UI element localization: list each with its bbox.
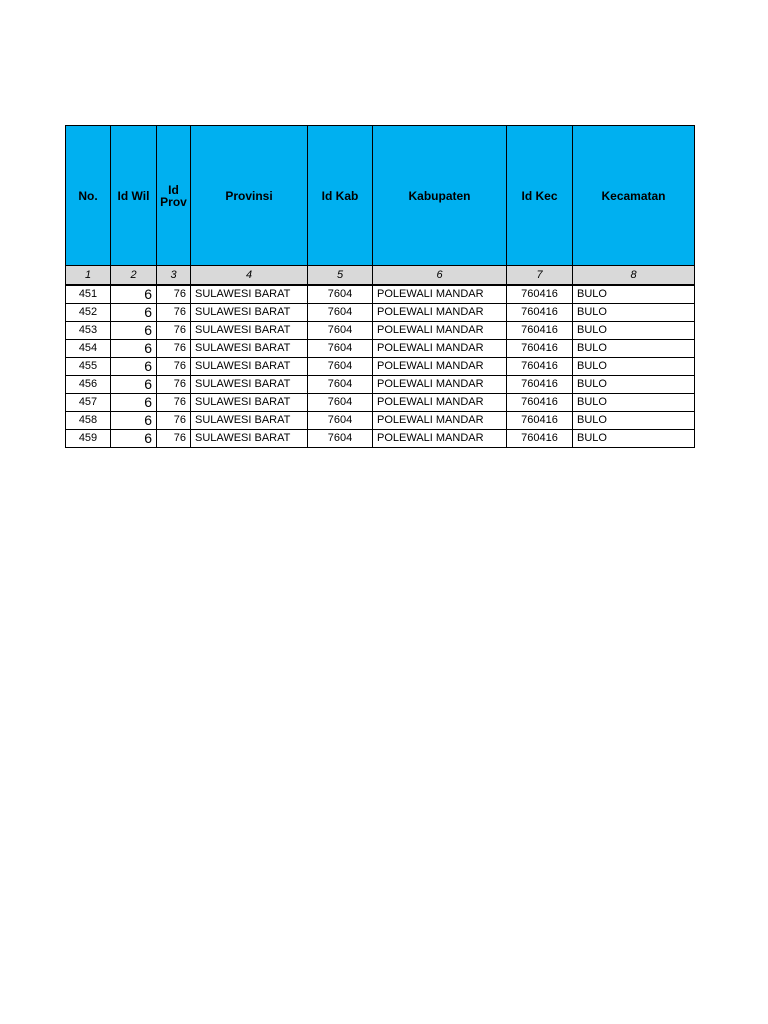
cell-id-kec: 760416	[507, 358, 573, 376]
data-sheet	[65, 125, 694, 448]
header-kecamatan: Kecamatan	[573, 126, 695, 266]
cell-id-wil: 6	[111, 322, 157, 340]
table-row	[66, 376, 695, 394]
cell-id-kab: 7604	[308, 376, 373, 394]
cell-id-kec: 760416	[507, 340, 573, 358]
cell-provinsi: SULAWESI BARAT	[191, 394, 308, 412]
cell-provinsi: SULAWESI BARAT	[191, 304, 308, 322]
cell-id-wil: 6	[111, 340, 157, 358]
header-id-prov: Id Prov	[157, 126, 191, 266]
header-id-kab: Id Kab	[308, 126, 373, 266]
cell-no: 453	[66, 322, 111, 340]
header-id-kec: Id Kec	[507, 126, 573, 266]
cell-provinsi: SULAWESI BARAT	[191, 358, 308, 376]
column-number-row	[66, 266, 695, 286]
header-row	[66, 126, 695, 266]
cell-id-prov: 76	[157, 285, 191, 304]
header-no: No.	[66, 126, 111, 266]
cell-kabupaten: POLEWALI MANDAR	[373, 340, 507, 358]
cell-id-wil: 6	[111, 430, 157, 448]
cell-kecamatan: BULO	[573, 412, 695, 430]
cell-provinsi: SULAWESI BARAT	[191, 322, 308, 340]
cell-no: 452	[66, 304, 111, 322]
table-row	[66, 412, 695, 430]
table-row	[66, 394, 695, 412]
cell-provinsi: SULAWESI BARAT	[191, 285, 308, 304]
cell-kecamatan: BULO	[573, 285, 695, 304]
cell-id-kab: 7604	[308, 358, 373, 376]
cell-id-kec: 760416	[507, 322, 573, 340]
cell-id-prov: 76	[157, 322, 191, 340]
cell-no: 455	[66, 358, 111, 376]
cell-no: 456	[66, 376, 111, 394]
cell-id-prov: 76	[157, 358, 191, 376]
column-number: 8	[573, 266, 695, 286]
cell-id-kab: 7604	[308, 285, 373, 304]
cell-id-prov: 76	[157, 304, 191, 322]
region-table	[65, 125, 695, 448]
cell-no: 457	[66, 394, 111, 412]
column-number: 4	[191, 266, 308, 286]
column-number: 7	[507, 266, 573, 286]
cell-no: 458	[66, 412, 111, 430]
cell-id-prov: 76	[157, 394, 191, 412]
cell-kabupaten: POLEWALI MANDAR	[373, 394, 507, 412]
cell-kecamatan: BULO	[573, 304, 695, 322]
cell-id-prov: 76	[157, 376, 191, 394]
cell-no: 459	[66, 430, 111, 448]
cell-id-kab: 7604	[308, 412, 373, 430]
cell-kecamatan: BULO	[573, 358, 695, 376]
cell-kecamatan: BULO	[573, 376, 695, 394]
cell-id-kab: 7604	[308, 322, 373, 340]
cell-provinsi: SULAWESI BARAT	[191, 430, 308, 448]
cell-id-kec: 760416	[507, 394, 573, 412]
cell-id-wil: 6	[111, 376, 157, 394]
cell-id-wil: 6	[111, 412, 157, 430]
cell-id-wil: 6	[111, 304, 157, 322]
cell-kecamatan: BULO	[573, 322, 695, 340]
cell-kabupaten: POLEWALI MANDAR	[373, 304, 507, 322]
table-body	[66, 285, 695, 448]
column-number: 5	[308, 266, 373, 286]
cell-id-wil: 6	[111, 285, 157, 304]
cell-kabupaten: POLEWALI MANDAR	[373, 376, 507, 394]
table-row	[66, 304, 695, 322]
table-row	[66, 322, 695, 340]
cell-kabupaten: POLEWALI MANDAR	[373, 358, 507, 376]
cell-id-kab: 7604	[308, 394, 373, 412]
cell-id-prov: 76	[157, 430, 191, 448]
cell-id-kec: 760416	[507, 376, 573, 394]
cell-kabupaten: POLEWALI MANDAR	[373, 322, 507, 340]
cell-provinsi: SULAWESI BARAT	[191, 340, 308, 358]
cell-no: 451	[66, 285, 111, 304]
cell-provinsi: SULAWESI BARAT	[191, 376, 308, 394]
table-row	[66, 358, 695, 376]
cell-id-kab: 7604	[308, 430, 373, 448]
cell-id-kab: 7604	[308, 340, 373, 358]
cell-kecamatan: BULO	[573, 394, 695, 412]
cell-no: 454	[66, 340, 111, 358]
cell-id-kec: 760416	[507, 304, 573, 322]
cell-provinsi: SULAWESI BARAT	[191, 412, 308, 430]
cell-id-kab: 7604	[308, 304, 373, 322]
table-header	[66, 126, 695, 286]
column-number: 2	[111, 266, 157, 286]
column-number: 1	[66, 266, 111, 286]
cell-kabupaten: POLEWALI MANDAR	[373, 430, 507, 448]
cell-id-wil: 6	[111, 394, 157, 412]
table-row	[66, 285, 695, 304]
header-id-wil: Id Wil	[111, 126, 157, 266]
cell-kabupaten: POLEWALI MANDAR	[373, 285, 507, 304]
cell-kecamatan: BULO	[573, 430, 695, 448]
cell-id-kec: 760416	[507, 285, 573, 304]
table-row	[66, 340, 695, 358]
cell-id-kec: 760416	[507, 412, 573, 430]
cell-kecamatan: BULO	[573, 340, 695, 358]
cell-id-kec: 760416	[507, 430, 573, 448]
header-provinsi: Provinsi	[191, 126, 308, 266]
header-kabupaten: Kabupaten	[373, 126, 507, 266]
column-number: 6	[373, 266, 507, 286]
table-row	[66, 430, 695, 448]
cell-id-wil: 6	[111, 358, 157, 376]
cell-kabupaten: POLEWALI MANDAR	[373, 412, 507, 430]
cell-id-prov: 76	[157, 412, 191, 430]
cell-id-prov: 76	[157, 340, 191, 358]
column-number: 3	[157, 266, 191, 286]
